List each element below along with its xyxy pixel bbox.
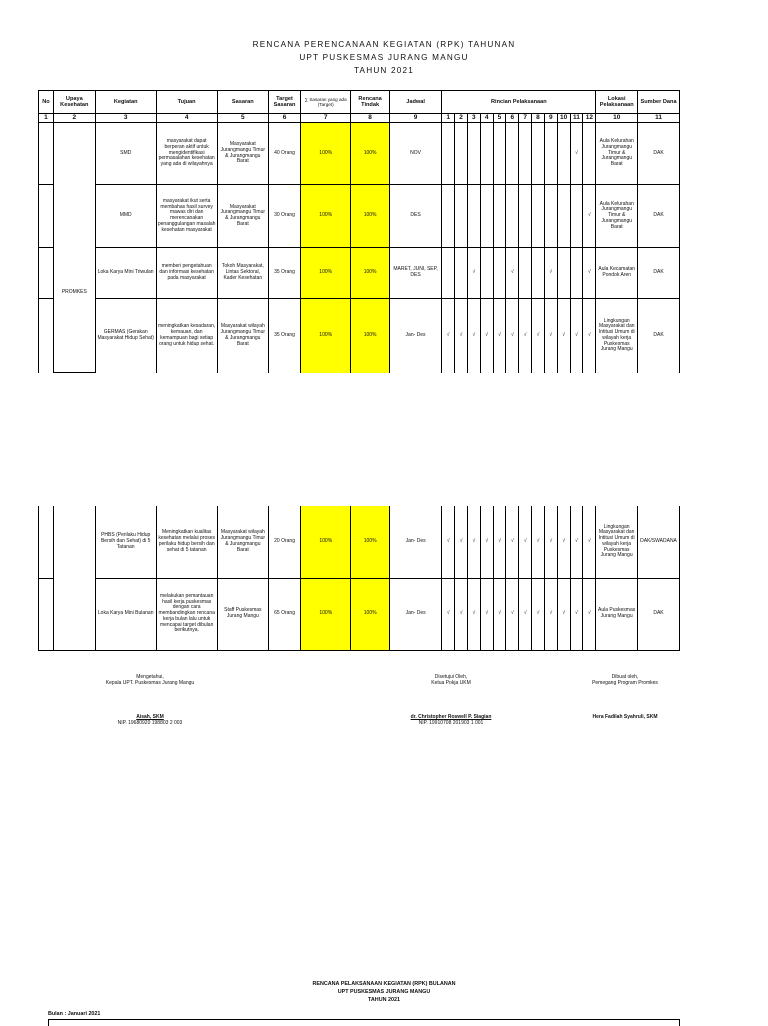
month-check-cell: √ [493,299,506,373]
dana-cell: DAK [638,123,680,185]
sig-middle-line2: Ketua Pokja UKM [431,680,471,686]
month-check-cell [557,123,570,185]
month-check-cell: √ [493,578,506,650]
month-check-cell: √ [583,578,596,650]
header-upaya: Upaya Kesehatan [53,91,95,114]
tujuan-cell: memberi pengetahuan dan informasi kesehatan pada masyarakat [156,248,217,299]
month-check-cell: √ [506,299,519,373]
col-number: 6 [506,114,519,123]
month-check-cell [480,248,493,299]
col-number: 12 [583,114,596,123]
col-number: 9 [389,114,441,123]
col-number: 8 [532,114,545,123]
col-number: 5 [493,114,506,123]
table-row [39,578,680,650]
table-row [39,506,680,578]
col-number: 3 [95,114,156,123]
rencana-cell: 100% [351,123,390,185]
sasaran-cell: Masyarakat Jurangmangu Timur & Jurangmangu Barat [217,185,268,248]
jadwal-cell: Jan- Des [389,506,441,578]
row-no [39,185,54,248]
target-cell: 35 Orang [268,248,300,299]
sigma-cell: 100% [301,123,351,185]
sig-left-name: Aisah, SKM [136,714,164,720]
month-check-cell [557,248,570,299]
lokasi-cell: Lingkungan Masyarakat dan Intitusi Umum di wilayah kerja Puskesmas Jurang Mangu [596,299,638,373]
header-sigma: ∑ Sasaran yang ada (Target) [301,91,351,114]
month-check-cell: √ [583,506,596,578]
month-check-cell [480,185,493,248]
month-check-cell: √ [468,578,481,650]
month-check-cell [493,123,506,185]
row-no [39,299,54,373]
month-check-cell: √ [519,299,532,373]
monthly-title-line2: UPT PUSKESMAS JURANG MANGU [337,989,431,995]
jadwal-cell: DES [389,185,441,248]
month-check-cell: √ [467,299,480,373]
month-check-cell [519,248,532,299]
kegiatan-cell: PHBS (Perilaku Hidup Bersih dan Sehat) di 5 Tatanan [95,506,156,578]
month-check-cell [506,185,519,248]
sig-left-line1: Mengetahui, [136,674,164,680]
month-check-cell: √ [493,506,506,578]
month-check-cell: √ [570,299,583,373]
monthly-title-line3: TAHUN 2021 [368,997,400,1003]
kegiatan-cell: Loka Karya Mini Bulanan [95,578,156,650]
rencana-cell: 100% [351,578,390,650]
col-number: 8 [351,114,390,123]
month-check-cell: √ [519,506,532,578]
month-check-cell: √ [544,506,557,578]
col-number: 9 [544,114,557,123]
month-check-cell: √ [480,578,493,650]
target-cell: 65 Orang [269,578,301,650]
sig-middle [386,674,516,726]
month-check-cell: √ [557,506,570,578]
month-check-cell [532,185,545,248]
month-check-cell: √ [570,506,583,578]
month-check-cell: √ [570,123,583,185]
month-check-cell: √ [557,578,570,650]
sasaran-cell: Masyarakat Jurangmangu Timur & Jurangmangu Barat [217,123,268,185]
month-check-cell: √ [480,506,493,578]
dana-cell: DAK [638,248,680,299]
col-number: 1 [442,114,455,123]
tujuan-cell: masyarakat ikut serta membahas hasil survey mawas diri dan merencanakan penanggulangan masalah kesehatan masyarakat [156,185,217,248]
month-check-cell [570,185,583,248]
table-row [39,248,680,299]
month-check-cell [506,123,519,185]
kegiatan-cell: GERMAS (Gerakan Masyarakat Hidup Sehat) [95,299,156,373]
month-check-cell: √ [519,578,532,650]
kegiatan-cell: SMD [95,123,156,185]
lokasi-cell: Lingkungan Masyarakat dan Intitusi Umum di wilayah kerja Puskesmas Jurang Mangu [596,506,638,578]
doc-title-line1: RENCANA PERENCANAAN KEGIATAN (RPK) TAHUNAN [252,40,516,49]
target-cell: 35 Orang [268,299,300,373]
kegiatan-cell: Loka Karya Mini Triwulan [95,248,156,299]
month-check-cell: √ [544,578,557,650]
dana-cell: DAK/SWADANA [638,506,680,578]
month-check-cell: √ [557,299,570,373]
col-number: 5 [217,114,268,123]
lokasi-cell: Aula Kecamatan Pondok Aren [596,248,638,299]
sigma-cell: 100% [301,506,351,578]
monthly-table-stub [48,1019,680,1026]
col-number: 2 [455,114,468,123]
tujuan-cell: melakukan pemantauan hasil kerja puskesmas dengan cara membandingkan rencana kerja bulan lalu untuk mencapai target dibulan berikutnya. [156,578,217,650]
month-check-cell [442,123,455,185]
sig-right [572,674,678,720]
col-number: 1 [39,114,54,123]
header-sumber: Sumber Dana [638,91,680,114]
month-check-cell: √ [506,506,519,578]
row-no [39,123,54,185]
jadwal-cell: NOV [389,123,441,185]
month-check-cell [544,185,557,248]
col-number: 7 [519,114,532,123]
sasaran-cell: Masyarakat wilayah Jurangmangu Timur & Jurangmangu Barat [217,506,268,578]
sig-middle-name: dr. Christopher Roswell P. Siagian [410,714,492,720]
col-number: 7 [301,114,351,123]
header-jadwal: Jadwal [389,91,441,114]
col-number: 11 [638,114,680,123]
month-check-cell [455,123,468,185]
month-check-cell: √ [455,506,468,578]
month-check-cell [493,248,506,299]
col-number: 4 [480,114,493,123]
sasaran-cell: Tokoh Masyarakat, Lintas Sektoral, Kader Kesehatan [217,248,268,299]
month-check-cell: √ [442,299,455,373]
col-number: 6 [268,114,300,123]
month-check-cell: √ [532,578,545,650]
monthly-bulan: Bulan : Januari 2021 [48,1011,101,1017]
header-tujuan: Tujuan [156,91,217,114]
month-check-cell [583,123,596,185]
table-row [39,185,680,248]
sig-left-nip: NIP. 19680920 198803 2 003 [117,720,183,726]
col-number: 10 [596,114,638,123]
month-check-cell [544,123,557,185]
dana-cell: DAK [638,299,680,373]
sig-left [90,674,210,726]
header-lokasi: Lokasi Pelaksanaan [596,91,638,114]
month-check-cell [532,123,545,185]
upaya-cell: PROMKES [53,123,95,373]
month-check-cell: √ [467,248,480,299]
month-check-cell: √ [532,299,545,373]
dana-cell: DAK [638,185,680,248]
rencana-cell: 100% [351,299,390,373]
sigma-cell: 100% [301,248,351,299]
month-check-cell [532,248,545,299]
month-check-cell: √ [468,506,481,578]
col-number: 4 [156,114,217,123]
col-number: 3 [467,114,480,123]
table-row [39,123,680,185]
jadwal-cell: Jan- Des [389,299,441,373]
tujuan-cell: meningkatkan kesadaran, kemauan, dan kemampuan bagi setiap orang untuk hidup sehat. [156,299,217,373]
header-rincian: Rincian Pelaksanaan [442,91,596,114]
rencana-cell: 100% [351,248,390,299]
month-check-cell [519,123,532,185]
header-rencana: Rencana Tindak [351,91,390,114]
monthly-title-line1: RENCANA PELAKSANAAN KEGIATAN (RPK) BULANAN [312,981,456,987]
month-check-cell [493,185,506,248]
month-check-cell: √ [583,185,596,248]
kegiatan-cell: MMD [95,185,156,248]
sigma-cell: 100% [301,185,351,248]
row-no [39,578,54,650]
jadwal-cell: Jan- Des [389,578,441,650]
header-kegiatan: Kegiatan [95,91,156,114]
month-check-cell [557,185,570,248]
month-check-cell: √ [455,578,468,650]
sigma-cell: 100% [301,299,351,373]
rpk-table-continued [38,506,680,651]
sig-right-line1: Dibuat oleh, [611,674,639,680]
month-check-cell: √ [480,299,493,373]
month-check-cell [455,185,468,248]
month-check-cell: √ [544,299,557,373]
month-check-cell [442,185,455,248]
month-check-cell [467,123,480,185]
month-check-cell: √ [583,299,596,373]
month-check-cell: √ [506,578,519,650]
rencana-cell: 100% [351,506,390,578]
col-number: 10 [557,114,570,123]
sasaran-cell: Staff Puskesmas Jurang Mangu [217,578,268,650]
row-no [39,248,54,299]
target-cell: 20 Orang [269,506,301,578]
sig-right-line2: Pemegang Program Promkes [592,680,658,686]
month-check-cell [455,248,468,299]
rpk-table-top [38,90,680,373]
sigma-cell: 100% [301,578,351,650]
month-check-cell [519,185,532,248]
sasaran-cell: Masyarakat wilayah Jurangmangu Timur & Jurangmangu Barat [217,299,268,373]
month-check-cell [570,248,583,299]
month-check-cell [442,248,455,299]
month-check-cell: √ [570,578,583,650]
header-no: No [39,91,54,114]
month-check-cell [480,123,493,185]
sig-left-line2: Kepala UPT. Puskesmas Jurang Mangu [105,680,195,686]
sig-middle-line1: Disetujui Oleh, [434,674,468,680]
table-row [39,299,680,373]
month-check-cell: √ [506,248,519,299]
month-check-cell: √ [455,299,468,373]
tujuan-cell: masyarakat dapat berperan aktif untuk mengidentifikasi permasalahan kesehatan yang ada di wilayahnya [156,123,217,185]
doc-title-line3: TAHUN 2021 [353,66,415,75]
lokasi-cell: Aula Puskesmas Jurang Mangu [596,578,638,650]
sig-middle-nip: NIP. 19910708 201903 1 001 [418,720,484,726]
lokasi-cell: Aula Kelurahan Jurangmangu Timur & Jurangmangu Barat [596,185,638,248]
month-check-cell [467,185,480,248]
lokasi-cell: Aula Kelurahan Jurangmangu Timur & Jurangmangu Barat [596,123,638,185]
jadwal-cell: MARET, JUNI, SEP, DES [389,248,441,299]
month-check-cell: √ [442,578,455,650]
rencana-cell: 100% [351,185,390,248]
tujuan-cell: Meningkatkan kualitas kesehatan melalui proses perilaku hidup bersih dan sehat di 5 tatanan [156,506,217,578]
col-number: 2 [53,114,95,123]
month-check-cell: √ [532,506,545,578]
month-check-cell: √ [544,248,557,299]
row-no [39,506,54,578]
target-cell: 30 Orang [268,185,300,248]
header-target: Target Sasaran [268,91,300,114]
header-sasaran: Sasaran [217,91,268,114]
sig-right-name: Hera Fadilah Syahruli, SKM [592,714,658,720]
month-check-cell: √ [442,506,455,578]
month-check-cell: √ [583,248,596,299]
col-number: 11 [570,114,583,123]
upaya-cell [53,506,95,650]
target-cell: 40 Orang [268,123,300,185]
dana-cell: DAK [638,578,680,650]
doc-title-line2: UPT PUSKESMAS JURANG MANGU [299,53,469,62]
